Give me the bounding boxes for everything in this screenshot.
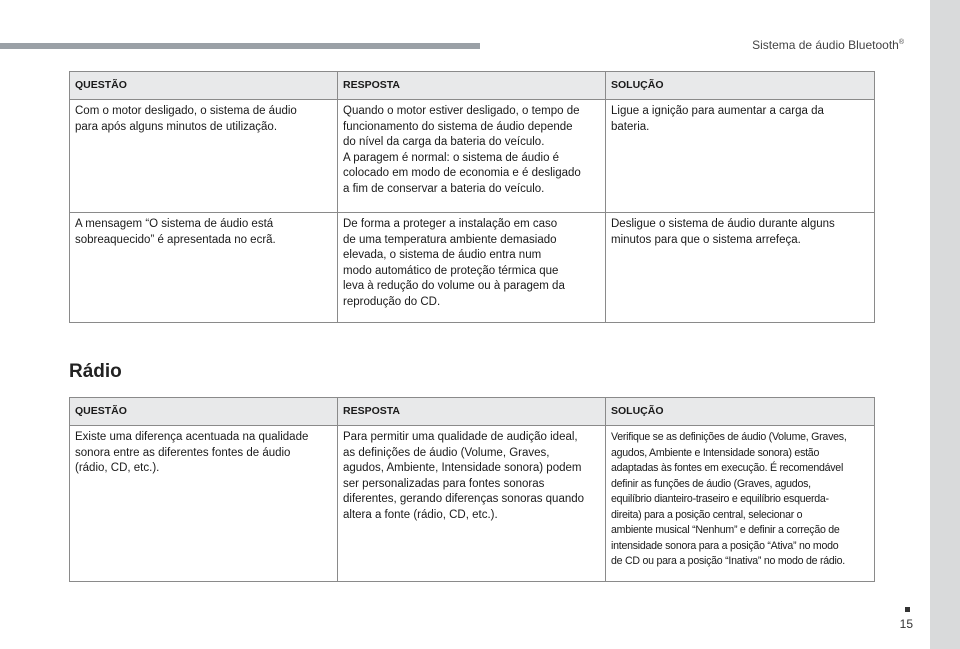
column-header-answer: RESPOSTA [338,398,606,426]
solution-cell: Desligue o sistema de áudio durante alguns minutos para que o sistema arrefeça. [606,213,875,323]
section-title-radio: Rádio [69,361,122,382]
solution-cell: Ligue a ignição para aumentar a carga da bateria. [606,100,875,213]
running-header [752,38,904,52]
troubleshooting-table-radio [69,397,875,582]
troubleshooting-table-audio [69,71,875,323]
answer-cell: De forma a proteger a instalação em caso de uma temperatura ambiente demasiado elevada, o sistema de áudio entra num modo automático de proteção térmica que leva à redução do volume ou à paragem da reprodução do CD. [338,213,606,323]
table-row [70,213,875,323]
answer-cell: Para permitir uma qualidade de audição ideal, as definições de áudio (Volume, Graves, agudos, Ambiente, Intensidade sonora) podem ser personalizadas para fontes sonoras diferentes, gerando diferenças sonoras quando altera a fonte (rádio, CD, etc.). [338,426,606,582]
table-row [70,426,875,582]
header-rule [0,43,480,49]
page-marker-square [905,607,910,612]
column-header-question: QUESTÃO [70,72,338,100]
registered-mark: ® [898,39,904,46]
table-header-row [70,72,875,100]
column-header-answer: RESPOSTA [338,72,606,100]
column-header-question: QUESTÃO [70,398,338,426]
column-header-solution: SOLUÇÃO [606,398,875,426]
page-edge-strip [930,0,960,649]
answer-cell: Quando o motor estiver desligado, o tempo de funcionamento do sistema de áudio depende do nível da carga da bateria do veículo. A paragem é normal: o sistema de áudio é colocado em modo de economia e é desligado a fim de conservar a bateria do veículo. [338,100,606,213]
table-row [70,100,875,213]
solution-cell: Verifique se as definições de áudio (Volume, Graves, agudos, Ambiente e Intensidade sonora) estão adaptadas às fontes em execução. É recomendável definir as funções de áudio (Graves, agudos, equilíbrio dianteiro-traseiro e equilíbrio esquerda- direita) para a posição central, selecionar o ambiente musical “Nenhum” e definir a correção de intensidade sonora para a posição “Ativa” no modo de CD ou para a posição “Inativa” no modo de rádio. [606,426,875,582]
question-cell: Existe uma diferença acentuada na qualidade sonora entre as diferentes fontes de áudio (rádio, CD, etc.). [70,426,338,582]
running-header-title: Sistema de áudio Bluetooth [752,38,899,52]
table-header-row [70,398,875,426]
column-header-solution: SOLUÇÃO [606,72,875,100]
page-number: 15 [899,617,913,631]
question-cell: A mensagem “O sistema de áudio está sobreaquecido” é apresentada no ecrã. [70,213,338,323]
question-cell: Com o motor desligado, o sistema de áudio para após alguns minutos de utilização. [70,100,338,213]
